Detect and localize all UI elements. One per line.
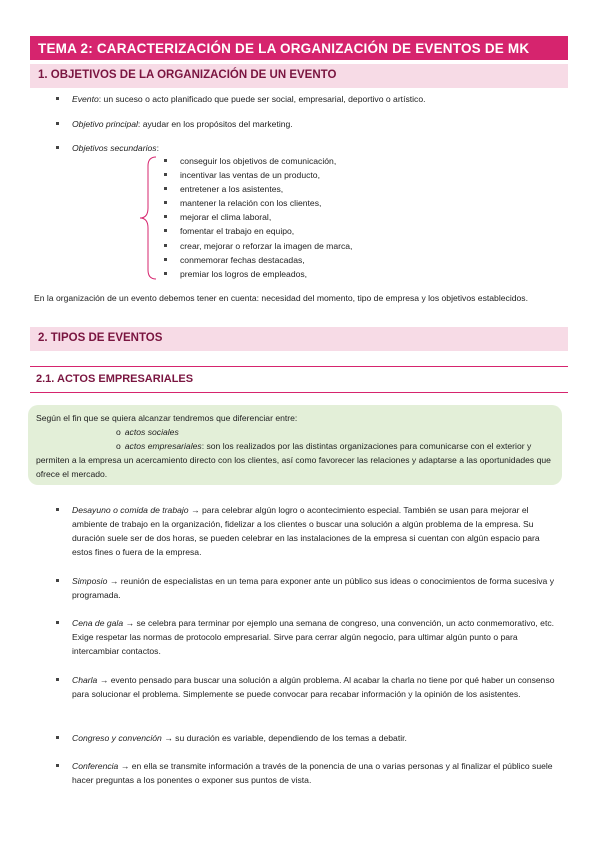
callout-box <box>28 405 562 485</box>
bullet-text: → reunión de especialistas en un tema para exponer ante un público sus ideas o conocimientos de forma sucesiva y programada. <box>72 576 555 600</box>
list-item: incentivar las ventas de un producto, <box>164 168 544 182</box>
bullet-square-icon <box>56 579 59 582</box>
section1-paragraph: En la organización de un evento debemos tener en cuenta: necesidad del momento, tipo de empresa y los objetivos establecidos. <box>34 293 528 303</box>
list-item: mantener la relación con los clientes, <box>164 196 544 210</box>
bullet-term: Conferencia <box>72 761 119 771</box>
list-item: crear, mejorar o reforzar la imagen de marca, <box>164 239 544 253</box>
list-item: conmemorar fechas destacadas, <box>164 253 544 267</box>
bullet-objetivos-secundarios <box>56 141 561 155</box>
bullet-objetivo-principal <box>56 117 561 131</box>
bullet-text: : un suceso o acto planificado que puede ser social, empresarial, deportivo o artístico. <box>98 94 426 104</box>
bullet-text: → evento pensado para buscar una solución a algún problema. Al acabar la charla no tiene por qué haber un consenso para solucionar el problema. Simplemente se puede convocar para recabar información y la opinión de los asistentes. <box>72 675 555 699</box>
curly-brace-icon <box>138 156 160 280</box>
bullet-square-icon <box>56 736 59 739</box>
circle-bullet-icon: o <box>116 427 121 437</box>
bullet-charla <box>56 673 561 701</box>
bullet-square-icon <box>56 122 59 125</box>
circle-bullet-icon: o <box>116 441 121 451</box>
bullet-term: Evento <box>72 94 99 104</box>
bullet-square-icon <box>56 97 59 100</box>
bullet-text: → su duración es variable, dependiendo de los temas a debatir. <box>161 733 407 743</box>
bullet-congreso <box>56 731 561 745</box>
list-item: premiar los logros de empleados, <box>164 267 544 281</box>
section-heading-tipos: 2. TIPOS DE EVENTOS <box>30 327 568 351</box>
bullet-term: Simposio <box>72 576 108 586</box>
bullet-square-icon <box>56 508 59 511</box>
subsection-heading-actos: 2.1. ACTOS EMPRESARIALES <box>36 373 194 385</box>
section-heading-objetivos: 1. OBJETIVOS DE LA ORGANIZACIÓN DE UN EVENTO <box>30 64 568 88</box>
divider <box>30 392 568 393</box>
bullet-square-icon <box>56 621 59 624</box>
secondary-objectives-list <box>164 154 544 281</box>
bullet-term: Objetivos secundarios <box>72 143 157 153</box>
bullet-text: → para celebrar algún logro o acontecimiento especial. También se usan para mejorar el ambiente de trabajo en la organización, fidelizar a los clientes o buscar una solución a algún problema de la empresa. Su duración suele ser de dos horas, se pueden celebrar en las instalaciones de la empresa si cuentan con algún espacio para estos fines o fuera de la empresa. <box>72 505 540 557</box>
bullet-simposio <box>56 574 561 602</box>
bullet-text: → en ella se transmite información a través de la ponencia de una o varias personas y al finalizar el público suele hacer preguntas a los ponentes o exponer sus puntos de vista. <box>72 761 553 785</box>
document-title: TEMA 2: CARACTERIZACIÓN DE LA ORGANIZACIÓN DE EVENTOS DE MK <box>30 36 568 60</box>
bullet-square-icon <box>56 678 59 681</box>
list-item: entretener a los asistentes, <box>164 182 544 196</box>
bullet-term: Objetivo principal <box>72 119 138 129</box>
bullet-square-icon <box>56 764 59 767</box>
bullet-text: → se celebra para terminar por ejemplo una semana de congreso, una convención, un acto conmemorativo, etc. Exige respetar las normas de protocolo empresarial. Sirve para cerrar algún negocio, para ultimar algún punto o para intercambiar contactos. <box>72 618 555 656</box>
list-item: conseguir los objetivos de comunicación, <box>164 154 544 168</box>
list-item: mejorar el clima laboral, <box>164 210 544 224</box>
list-item: fomentar el trabajo en equipo, <box>164 224 544 238</box>
divider <box>30 366 568 367</box>
bullet-conferencia <box>56 759 561 787</box>
bullet-text: : ayudar en los propósitos del marketing. <box>137 119 293 129</box>
bullet-cena-de-gala <box>56 616 561 658</box>
bullet-evento <box>56 92 561 106</box>
bullet-term: Desayuno o comida de trabajo <box>72 505 189 515</box>
callout-item: o actos sociales <box>116 427 179 437</box>
bullet-desayuno <box>56 503 561 559</box>
callout-intro: Según el fin que se quiera alcanzar tendremos que diferenciar entre: <box>36 413 298 423</box>
bullet-text: : <box>156 143 159 153</box>
bullet-square-icon <box>56 146 59 149</box>
bullet-term: Cena de gala <box>72 618 124 628</box>
bullet-term: Congreso y convención <box>72 733 162 743</box>
bullet-term: Charla <box>72 675 98 685</box>
callout-item: o actos empresariales: son los realizados por las distintas organizaciones para comunicarse con el exterior y permiten a la empresa un acercamiento directo con los clientes, así como favorecer las relaciones y adaptarse a las oportunidades que ofrece el mercado. <box>36 441 551 479</box>
